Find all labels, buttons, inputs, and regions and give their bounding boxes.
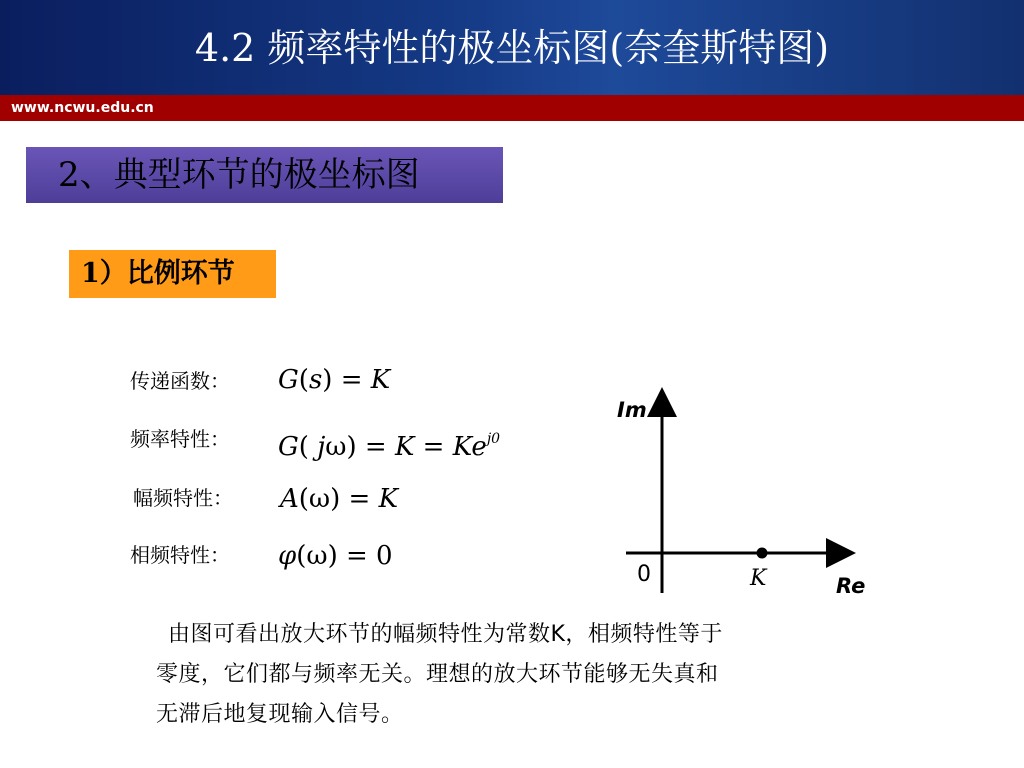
transfer-function-label: 传递函数： [130, 369, 230, 393]
polar-plot-diagram [610, 385, 890, 605]
amplitude-response-label: 幅频特性： [133, 486, 233, 510]
amplitude-response-formula: A(ω) = K [280, 484, 399, 514]
slide-title: 4.2 频率特性的极坐标图(奈奎斯特图) [194, 26, 830, 70]
re-axis-label: Re [836, 574, 866, 598]
phase-response-label: 相频特性： [130, 543, 230, 567]
origin-label: 0 [637, 562, 651, 587]
section-title: 2、典型环节的极坐标图 [58, 155, 420, 195]
point-k [757, 548, 768, 559]
frequency-response-label: 频率特性： [130, 427, 230, 451]
subsection-title: 1）比例环节 [81, 258, 235, 289]
transfer-function-formula: G(s) = K [278, 365, 391, 395]
phase-response-formula: φ(ω) = 0 [278, 541, 393, 571]
point-k-label: K [750, 566, 767, 591]
im-axis-label: Im [617, 398, 647, 422]
frequency-response-formula: G( $j\omega) = K = Ke^{j0}$ [278, 431, 501, 462]
site-url: www.ncwu.edu.cn [11, 100, 154, 116]
explanation-paragraph: 由图可看出放大环节的幅频特性为常数K，相频特性等于零度，它们都与频率无关。理想的放大环节能够无失真和无滞后地复现输入信号。 [156, 622, 723, 727]
